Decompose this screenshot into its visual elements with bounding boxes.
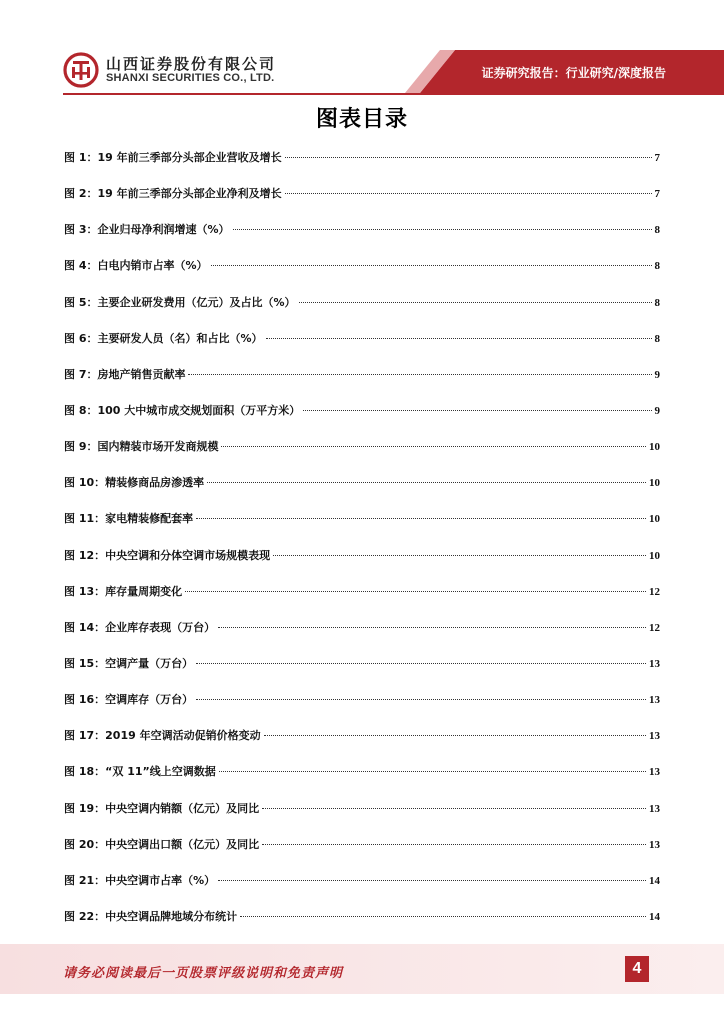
toc-leader-dots [240,916,646,917]
toc-entry-label: 图 4：白电内销市占率（%） [64,259,208,273]
toc-entry-page: 9 [654,404,660,417]
toc-entry-label: 图 2：19 年前三季部分头部企业净利及增长 [64,187,282,201]
toc-entry-page: 12 [649,621,660,634]
toc-entry-label: 图 18：“双 11”线上空调数据 [64,765,216,779]
brand-name-en: SHANXI SECURITIES CO., LTD. [106,72,275,84]
toc-entry-label: 图 19：中央空调内销额（亿元）及同比 [64,801,260,815]
toc-entry-label: 图 15：空调产量（万台） [64,656,194,670]
toc-entry[interactable] [64,401,660,437]
toc-entry[interactable] [64,762,660,798]
toc-entry-page: 13 [649,766,660,779]
toc-leader-dots [218,627,646,628]
toc-entry-page: 7 [654,188,660,201]
toc-entry-page: 13 [649,838,660,851]
header-banner [0,0,724,100]
toc-entry-page: 8 [654,332,660,345]
header-divider [63,93,724,95]
toc-entry-label: 图 22：中央空调品牌地域分布统计 [64,909,238,923]
toc-entry-page: 12 [649,585,660,598]
toc-entry[interactable] [64,220,660,256]
toc-entry-page: 13 [649,657,660,670]
toc-leader-dots [185,591,646,592]
brand-name-cn: 山西证券股份有限公司 [106,55,277,73]
toc-entry-label: 图 20：中央空调出口额（亿元）及同比 [64,837,260,851]
toc-entry-label: 图 1：19 年前三季部分头部企业营收及增长 [64,151,282,164]
report-type: 证券研究报告：行业研究/深度报告 [481,66,666,80]
toc-entry[interactable] [64,329,660,365]
toc-entry-page: 9 [654,368,660,381]
toc-entry-page: 14 [649,910,660,923]
page-number: 4 [625,956,649,982]
toc-entry-label: 图 6：主要研发人员（名）和占比（%） [64,331,263,345]
toc-entry[interactable] [64,871,660,907]
toc-leader-dots [218,880,646,881]
toc-leader-dots [285,157,652,158]
toc-entry-label: 图 10：精装修商品房渗透率 [64,476,205,490]
toc-entry[interactable] [64,184,660,220]
toc-entry-page: 10 [649,477,660,490]
toc-entry[interactable] [64,365,660,401]
toc-title: 图表目录 [315,107,408,132]
toc-entry[interactable] [64,618,660,654]
toc-entry-page: 8 [654,296,660,309]
toc-entry-label: 图 3：企业归母净利润增速（%） [64,223,230,237]
toc-entry[interactable] [64,799,660,835]
toc-leader-dots [285,193,652,194]
toc-entry-page: 14 [649,874,660,887]
toc-leader-dots [303,410,651,411]
toc-list [64,148,660,943]
toc-entry-label: 图 9：国内精装市场开发商规模 [64,440,219,454]
toc-leader-dots [211,265,652,266]
toc-leader-dots [207,482,646,483]
disclaimer-text: 请务必阅读最后一页股票评级说明和免责声明 [63,966,344,981]
toc-entry[interactable] [64,907,660,943]
toc-entry[interactable] [64,437,660,473]
toc-entry[interactable] [64,582,660,618]
toc-entry-label: 图 14：企业库存表现（万台） [64,620,216,634]
toc-leader-dots [299,302,652,303]
toc-entry[interactable] [64,473,660,509]
toc-entry-label: 图 13：库存量周期变化 [64,584,183,598]
toc-entry[interactable] [64,835,660,871]
toc-entry-label: 图 12：中央空调和分体空调市场规模表现 [64,548,271,562]
toc-entry[interactable] [64,148,660,184]
toc-entry-label: 图 7：房地产销售贡献率 [64,367,186,381]
toc-entry-label: 图 8：100 大中城市成交规划面积（万平方米） [64,403,301,417]
toc-entry[interactable] [64,293,660,329]
toc-leader-dots [196,699,646,700]
toc-leader-dots [266,338,652,339]
toc-entry[interactable] [64,726,660,762]
toc-entry-label: 图 5：主要企业研发费用（亿元）及占比（%） [64,295,296,309]
toc-entry-page: 13 [649,802,660,815]
toc-entry-label: 图 11：家电精装修配套率 [64,512,194,526]
toc-leader-dots [196,518,646,519]
toc-leader-dots [221,446,646,447]
toc-entry-page: 13 [649,730,660,743]
page-header [0,0,724,100]
toc-leader-dots [262,808,646,809]
toc-entry-label: 图 16：空调库存（万台） [64,693,194,707]
toc-entry-page: 8 [654,260,660,273]
toc-entry-page: 10 [649,441,660,454]
toc-entry[interactable] [64,690,660,726]
toc-leader-dots [233,229,652,230]
toc-entry[interactable] [64,509,660,545]
toc-leader-dots [273,555,646,556]
toc-leader-dots [262,844,646,845]
toc-entry-page: 10 [649,549,660,562]
toc-entry-page: 7 [654,152,660,164]
toc-entry[interactable] [64,256,660,292]
toc-entry-label: 图 21：中央空调市占率（%） [64,873,216,887]
toc-entry[interactable] [64,654,660,690]
toc-entry-page: 13 [649,694,660,707]
toc-entry-page: 10 [649,513,660,526]
toc-entry[interactable] [64,546,660,582]
toc-leader-dots [188,374,651,375]
page-footer [0,944,724,994]
toc-entry-label: 图 17：2019 年空调活动促销价格变动 [64,729,261,743]
toc-leader-dots [196,663,646,664]
toc-entry-page: 8 [654,224,660,237]
toc-leader-dots [264,735,646,736]
company-logo-icon [63,52,99,88]
toc-leader-dots [219,771,646,772]
